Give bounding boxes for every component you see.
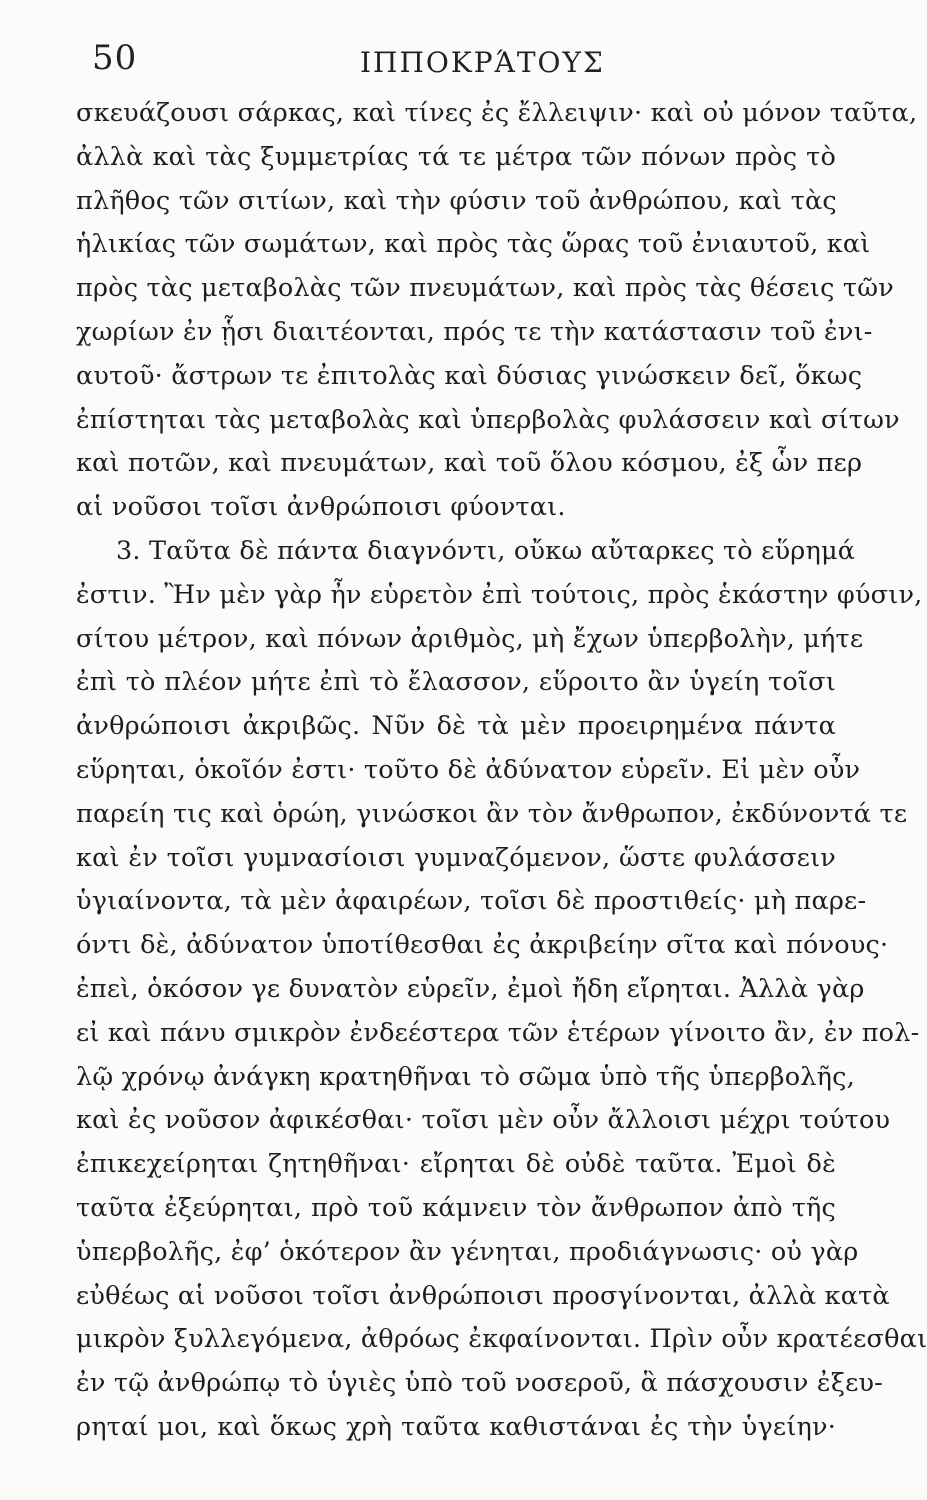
text-line: ἐπὶ τὸ πλέον μήτε ἐπὶ τὸ ἔλασσον, εὕροιτο ἂν ὑγείη τοῖσι [76,667,836,698]
section-start-line: 3. Ταῦτα δὲ πάντα διαγνόντι, οὔκω αὔταρκες τὸ εὕρημά [116,535,856,566]
text-line: λῷ χρόνῳ ἀνάγκη κρατηθῆναι τὸ σῶμα ὑπὸ τῆς ὑπερβολῆς, [76,1061,855,1092]
text-line: εὐθέως αἱ νοῦσοι τοῖσι ἀνθρώποισι προσγίνονται, ἀλλὰ κατὰ [76,1280,890,1311]
running-title: ΙΠΠΟΚΡΆΤΟΥΣ [360,46,605,79]
text-line: ταῦτα ἐξεύρηται, πρὸ τοῦ κάμνειν τὸν ἄνθρωπον ἀπὸ τῆς [76,1192,836,1223]
text-line: ἐπεὶ, ὁκόσον γε δυνατὸν εὑρεῖν, ἐμοὶ ἤδη εἴρηται. Ἀλλὰ γὰρ [76,973,865,1004]
text-line: καὶ ἐς νοῦσον ἀφικέσθαι· τοῖσι μὲν οὖν ἄλλοισι μέχρι τούτου [76,1105,891,1136]
text-line: παρείη τις καὶ ὁρώη, γινώσκοι ἂν τὸν ἄνθρωπον, ἐκδύνοντά τε [76,798,908,829]
text-line: σίτου μέτρον, καὶ πόνων ἀριθμὸς, μὴ ἔχων ὑπερβολὴν, μήτε [76,623,864,654]
text-line: ὑγιαίνοντα, τὰ μὲν ἀφαιρέων, τοῖσι δὲ προστιθείς· μὴ παρε- [76,886,867,917]
text-line: ἐπικεχείρηται ζητηθῆναι· εἴρηται δὲ οὐδὲ ταῦτα. Ἐμοὶ δὲ [76,1149,836,1180]
text-line: μικρὸν ξυλλεγόμενα, ἀθρόως ἐκφαίνονται. Πρὶν οὖν κρατέεσθαι [76,1324,927,1355]
text-line: ἀλλὰ καὶ τὰς ξυμμετρίας τά τε μέτρα τῶν πόνων πρὸς τὸ [76,141,836,172]
text-line: αυτοῦ· ἄστρων τε ἐπιτολὰς καὶ δύσιας γινώσκειν δεῖ, ὅκως [76,360,863,391]
page-header [92,38,834,88]
text-line: ἐστιν. Ἢν μὲν γὰρ ἦν εὑρετὸν ἐπὶ τούτοις, πρὸς ἑκάστην φύσιν, [76,579,923,610]
page-number: 50 [92,38,138,78]
text-line: ρηταί μοι, καὶ ὅκως χρὴ ταῦτα καθιστάναι ἐς τὴν ὑγείην· [76,1411,836,1442]
text-line: ἡλικίας τῶν σωμάτων, καὶ πρὸς τὰς ὥρας τοῦ ἐνιαυτοῦ, καὶ [76,229,871,260]
text-line: ὑπερβολῆς, ἐφ’ ὁκότερον ἂν γένηται, προδιάγνωσις· οὐ γὰρ [76,1236,859,1267]
text-line: εὕρηται, ὁκοῖόν ἐστι· τοῦτο δὲ ἀδύνατον εὑρεῖν. Εἰ μὲν οὖν [76,754,861,785]
text-line: πλῆθος τῶν σιτίων, καὶ τὴν φύσιν τοῦ ἀνθρώπου, καὶ τὰς [76,185,837,216]
text-line: ἐπίστηται τὰς μεταβολὰς καὶ ὑπερβολὰς φυλάσσειν καὶ σίτων [76,404,900,435]
text-line: χωρίων ἐν ᾗσι διαιτέονται, πρός τε τὴν κατάστασιν τοῦ ἐνι- [76,316,873,347]
text-line: σκευάζουσι σάρκας, καὶ τίνες ἐς ἔλλειψιν· καὶ οὐ μόνον ταῦτα, [76,98,918,128]
paragraph-end-line: αἱ νοῦσοι τοῖσι ἀνθρώποισι φύονται. [76,492,566,523]
text-line: καὶ ποτῶν, καὶ πνευμάτων, καὶ τοῦ ὅλου κόσμου, ἐξ ὧν περ [76,448,863,479]
text-line: ἀνθρώποισι ἀκριβῶς. Νῦν δὲ τὰ μὲν προειρημένα πάντα [76,711,836,742]
text-line: ἐν τῷ ἀνθρώπῳ τὸ ὑγιὲς ὑπὸ τοῦ νοσεροῦ, ἃ πάσχουσιν ἐξευ- [76,1368,883,1399]
text-line: όντι δὲ, ἀδύνατον ὑποτίθεσθαι ἐς ἀκριβείην σῖτα καὶ πόνους· [76,930,889,961]
text-line: εἰ καὶ πάνυ σμικρὸν ἐνδεέστερα τῶν ἑτέρων γίνοιτο ἂν, ἐν πολ- [76,1017,920,1048]
text-line: καὶ ἐν τοῖσι γυμνασίοισι γυμναζόμενον, ὥστε φυλάσσειν [76,842,836,873]
text-line: πρὸς τὰς μεταβολὰς τῶν πνευμάτων, καὶ πρὸς τὰς θέσεις τῶν [76,273,894,304]
body-text [76,92,927,1450]
